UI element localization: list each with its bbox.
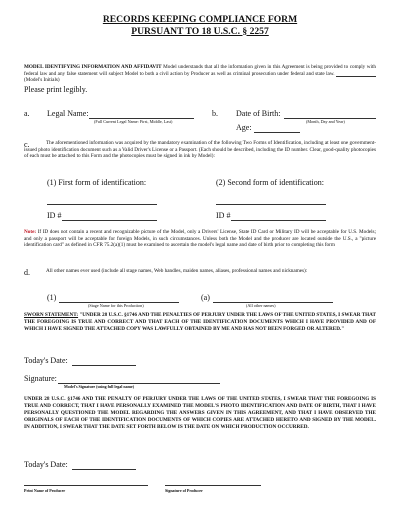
producer-print-name-caption: Print Name of Producer xyxy=(24,488,66,493)
first-id-label: (1) First form of identification: xyxy=(47,178,147,187)
model-affidavit-paragraph xyxy=(24,64,376,84)
model-initials-caption: (Model's Initials) xyxy=(24,77,60,84)
producer-print-name-field[interactable] xyxy=(24,484,148,486)
section-a-letter: a. xyxy=(24,109,30,118)
date-of-birth-field[interactable] xyxy=(284,109,376,119)
model-signature-field[interactable] xyxy=(58,374,220,384)
first-id-description-field[interactable] xyxy=(47,196,157,205)
age-label: Age: xyxy=(236,123,252,132)
legal-name-field[interactable] xyxy=(89,109,194,119)
first-id-number-field[interactable] xyxy=(62,211,157,221)
section-d-body: All other names ever used (include all stage names, Web handles, maiden names, aliases, professional names and nicknames): xyxy=(46,268,308,274)
first-id-number-label: ID # xyxy=(47,211,62,220)
section-c-body: The aforementioned information was acquired by the mandatory examination of the following Two Forms of Identification, including at least one government-issued photo identification document such as a Valid Driver's License or a Passport. (Each should be described, including the ID number. Clear, good-quality photocopies of each must be attached to this Form and the photocopies must be signed in ink by Model): xyxy=(24,140,376,160)
note-label: Note: xyxy=(24,229,37,235)
other-names-caption: (All other names) xyxy=(246,303,276,308)
other-names-field[interactable] xyxy=(213,293,333,303)
sworn-statement-body: "UNDER 28 U.S.C. §1746 AND THE PENALTIES OF PERJURY UNDER THE LAWS OF THE UNITED STATES, I SWEAR THAT THE FOREGOING IS TRUE AND CORRECT AND THAT EACH OF THE IDENTIFICATION DOCUMENTS WHICH I HAVE PROVIDED AND OF WHICH I HAVE SIGNED THE ATTACHED COPY WAS LAWFULLY OBTAINED BY ME AND HAS NOT BEEN FORGED OR ALTERED." xyxy=(24,312,377,332)
legal-name-label: Legal Name: xyxy=(47,109,89,118)
other-names-item-letter: (a) xyxy=(201,293,210,302)
second-id-description-field[interactable] xyxy=(216,196,326,205)
stage-name-caption: (Stage Name for this Production) xyxy=(88,303,144,308)
stage-name-item-number: (1) xyxy=(47,293,57,302)
note-body: If ID does not contain a recent and recognizable picture of the Model, only a Drivers' License, State ID Card or Military ID will be acceptable for U.S. Models; and only a passport will be acceptable for foreign Models, in such circumstances. Unless both the Model and the producer are located outside the U.S., a "picture identification card" as defined in CFR 75.2(a)(1) must be examined to ascertain the model's legal name and date of birth prior to completing this form xyxy=(24,229,377,249)
model-date-label: Today's Date: xyxy=(24,356,68,365)
section-b-letter: b. xyxy=(212,109,218,118)
producer-date-field[interactable] xyxy=(72,460,136,470)
print-legibly-note: Please print legibly. xyxy=(24,85,88,94)
model-affidavit-body: Model understands that all the information given in this Agreement is being provided to comply with federal law and any false statement will subject Model to both a civil action by Producer as well as criminal prosecution under federal and state law. xyxy=(24,64,377,77)
producer-date-label: Today's Date: xyxy=(24,460,68,469)
model-date-field[interactable] xyxy=(72,356,136,366)
producer-signature-caption: Signature of Producer xyxy=(165,488,203,493)
sworn-statement-label: SWORN STATEMENT: xyxy=(24,312,79,318)
form-title-line1: RECORDS KEEPING COMPLIANCE FORM xyxy=(102,14,298,25)
producer-signature-field[interactable] xyxy=(165,484,261,486)
second-id-number-label: ID # xyxy=(216,211,231,220)
model-signature-label: Signature: xyxy=(24,374,57,383)
date-of-birth-label: Date of Birth: xyxy=(236,109,281,118)
stage-name-field[interactable] xyxy=(59,293,179,303)
model-affidavit-heading: MODEL IDENTIFYING INFORMATION AND AFFIDAVIT xyxy=(24,64,162,70)
age-field[interactable] xyxy=(254,123,300,133)
form-title-line2: PURSUANT TO 18 U.S.C. § 2257 xyxy=(131,25,269,37)
sworn-statement-paragraph xyxy=(24,312,376,333)
producer-statement-paragraph: UNDER 28 U.S.C. §1746 AND THE PENALTY OF PERJURY UNDER THE LAWS OF THE UNITED STATES, I SWEAR THAT THE FOREGOING IS TRUE AND CORRECT, THAT I HAVE PERSONALLY EXAMINED THE MODEL'S PHOTO IDENTIFICATION AND DATE OF BIRTH, THAT I HAVE PERSONALLY QUESTIONED THE MODEL REGARDING THE ANSWERS GIVEN IN THIS AGREEMENT, AND THAT I HAVE OBSERVED THE ORIGINALS OF EACH OF THE IDENTIFICATION DOCUMENTS OF WHICH COPIES ARE ATTACHED HERETO AND SIGNED BY THE MODEL. IN ADDITION, I SWEAR THAT THE DATE SET FORTH BELOW IS THE DATE ON WHICH PRODUCTION OCCURRED. xyxy=(24,396,376,430)
model-initials-field[interactable] xyxy=(336,76,376,77)
date-of-birth-caption: (Month, Day and Year) xyxy=(306,119,345,124)
id-note-paragraph xyxy=(24,229,376,249)
model-signature-caption: Model's Signature (using full legal name) xyxy=(64,384,135,389)
second-id-number-field[interactable] xyxy=(231,211,326,221)
second-id-label: (2) Second form of identification: xyxy=(216,178,324,187)
legal-name-caption: (Full Current Legal Name: First, Middle, Last) xyxy=(94,119,173,124)
section-d-letter: d. xyxy=(24,268,30,277)
section-c-letter: c. xyxy=(24,140,30,149)
